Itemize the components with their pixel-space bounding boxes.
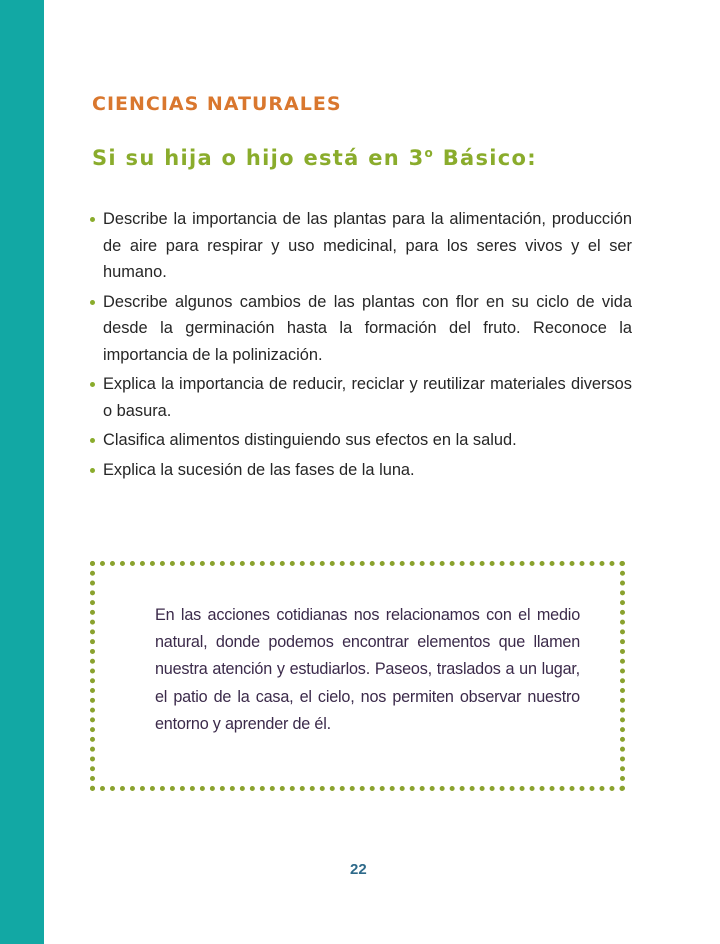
bullet-icon <box>90 382 95 387</box>
objective-text: Explica la importancia de reducir, reciclar y reutilizar materiales diversos o basura. <box>103 375 632 420</box>
learning-objectives-list <box>90 206 632 486</box>
list-item <box>90 371 632 424</box>
objective-text: Explica la sucesión de las fases de la luna. <box>103 460 415 479</box>
list-item <box>90 289 632 369</box>
grade-subtitle <box>92 146 537 170</box>
bullet-icon <box>90 300 95 305</box>
subtitle-prefix: Si su hija o hijo está en 3 <box>92 146 425 170</box>
bullet-icon <box>90 438 95 443</box>
objective-text: Clasifica alimentos distinguiendo sus efectos en la salud. <box>103 431 517 449</box>
page-number: 22 <box>350 861 367 878</box>
list-item <box>90 206 632 286</box>
bullet-icon <box>90 468 95 473</box>
bullet-icon <box>90 217 95 222</box>
side-color-bar <box>0 0 44 944</box>
list-item <box>90 427 632 454</box>
tip-text: En las acciones cotidianas nos relacionamos con el medio natural, donde podemos encontrar elementos que llamen nuestra atención y estudiarlos. Paseos, traslados a un lugar, el patio de la casa, el cielo, nos permiten observar nuestro entorno y aprender de él. <box>155 606 580 733</box>
subtitle-suffix: Básico: <box>434 146 537 170</box>
tip-box <box>90 561 625 791</box>
subtitle-ordinal: o <box>424 146 435 160</box>
objective-text: Describe la importancia de las plantas para la alimentación, producción de aire para respirar y uso medicinal, para los seres vivos y el ser humano. <box>103 210 632 281</box>
section-title: CIENCIAS NATURALES <box>92 93 342 115</box>
list-item <box>90 457 632 484</box>
objective-text: Describe algunos cambios de las plantas con flor en su ciclo de vida desde la germinación hasta la formación del fruto. Reconoce la importancia de la polinización. <box>103 292 632 364</box>
